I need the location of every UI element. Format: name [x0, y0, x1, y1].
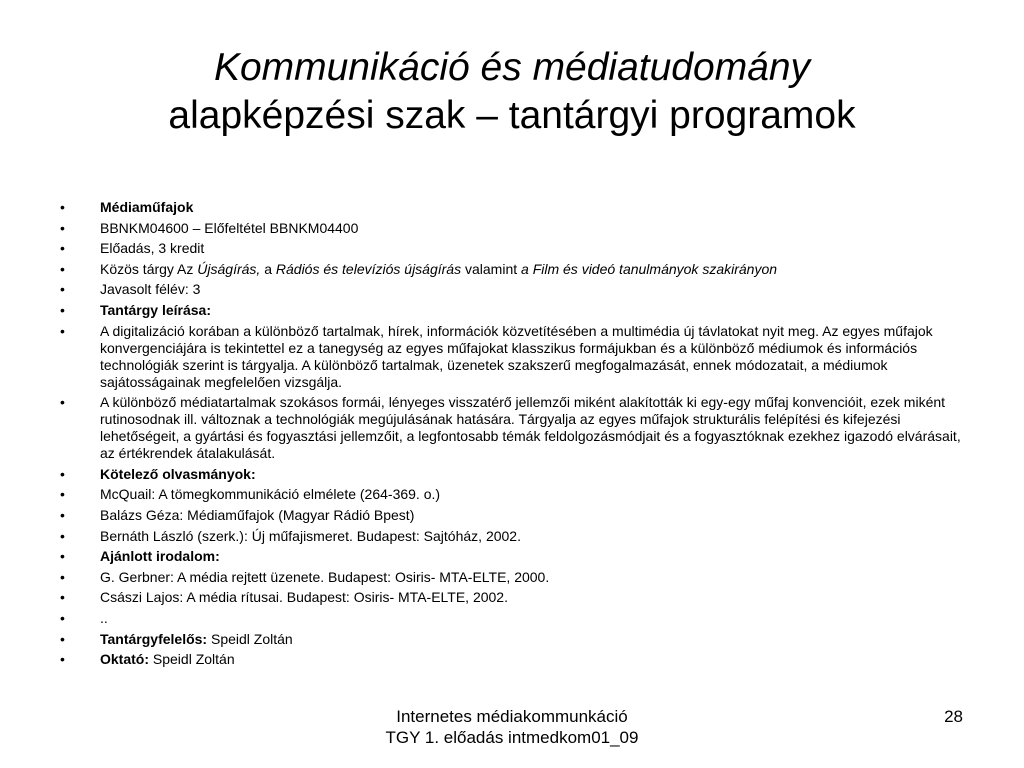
recommended-reading-heading: Ajánlott irodalom: — [100, 548, 220, 565]
list-item-teacher — [60, 651, 972, 668]
list-item-recommended-1 — [60, 569, 972, 586]
description-paragraph-2: A különböző médiatartalmak szokásos formái, lényeges visszatérő jellemzői miként alakították ki egy-egy műfaj konvencióit, ezek miként rutinosodnak ill. változnak a technológiák megújulásának hatására. Tárgyalja az egyes műfajok strukturális felépítési és kifejezési lehetőségeit, a gyártási és fogyasztási jellemzőit, a legfontosabb témák feldolgozásmódjait és a fogyasztóknak ezekhez igazodó elvárásait, az értékrendek átalakulását. — [100, 394, 961, 462]
bullet-icon: • — [60, 301, 65, 318]
slide-title-line-2: alapképzési szak – tantárgyi programok — [168, 94, 856, 137]
list-item-lecture — [60, 240, 972, 257]
bullet-icon: • — [60, 630, 65, 647]
common-subject-journalism: Újságírás, — [197, 260, 261, 277]
responsible-name: Speidl Zoltán — [207, 630, 293, 647]
bullet-icon: • — [60, 394, 65, 411]
slide-title-line-1: Kommunikáció és médiatudomány — [213, 46, 811, 89]
list-item-description-1 — [60, 323, 972, 391]
common-subject-connector-1: a — [260, 260, 276, 277]
bullet-icon: • — [60, 465, 65, 482]
teacher-name: Speidl Zoltán — [149, 651, 235, 668]
list-item-common-subject — [60, 261, 972, 278]
description-paragraph-1: A digitalizáció korában a különböző tartalmak, hírek, információk közvetítésében a multimédia új távlatokat nyit meg. Az egyes műfajok konvergenciájára is tekintettel ez a tanegység az egyes műfajokat klasszikus formájukban és a különböző médiumok és információs technológiák szerint is tárgyalja. A különböző tartalmak, üzenetek szakszerű megfogalmazását, ennek módozatait, a médiumok sajátosságainak megfelelően vizsgálja. — [100, 322, 933, 390]
bullet-icon: • — [60, 281, 65, 298]
lecture-credits: Előadás, 3 kredit — [100, 240, 205, 257]
common-subject-prefix: Közös tárgy Az — [100, 260, 198, 277]
list-item-semester — [60, 281, 972, 298]
list-item-description-heading — [60, 302, 972, 319]
bullet-icon: • — [60, 260, 65, 277]
bullet-icon: • — [60, 486, 65, 503]
ellipsis-text: .. — [100, 609, 108, 626]
list-item-recommended-2 — [60, 589, 972, 606]
slide-title — [0, 44, 1024, 140]
list-item-subject-name — [60, 199, 972, 216]
bullet-list — [60, 199, 972, 672]
description-heading: Tantárgy leírása: — [100, 301, 212, 318]
bullet-icon: • — [60, 506, 65, 523]
list-item-required-heading — [60, 466, 972, 483]
list-item-code — [60, 220, 972, 237]
list-item-recommended-heading — [60, 548, 972, 565]
list-item-required-1 — [60, 486, 972, 503]
common-subject-film: a Film és videó tanulmányok szakirányon — [521, 260, 778, 277]
subject-name: Médiaműfajok — [100, 199, 194, 215]
bullet-icon: • — [60, 609, 65, 626]
list-item-required-2 — [60, 507, 972, 524]
common-subject-connector-2: valamint — [461, 260, 522, 277]
bullet-icon: • — [60, 199, 65, 215]
required-reading-3: Bernáth László (szerk.): Új műfajismeret. Budapest: Sajtóház, 2002. — [100, 527, 521, 544]
recommended-semester: Javasolt félév: 3 — [100, 281, 201, 298]
page-number: 28 — [944, 707, 963, 726]
bullet-icon: • — [60, 322, 65, 339]
list-item-ellipsis — [60, 610, 972, 627]
required-reading-heading: Kötelező olvasmányok: — [100, 465, 256, 482]
footer-line-1: Internetes médiakommunkáció — [396, 707, 628, 726]
subject-code: BBNKM04600 – Előfeltétel BBNKM04400 — [100, 219, 359, 236]
bullet-icon: • — [60, 651, 65, 668]
bullet-icon: • — [60, 240, 65, 257]
recommended-reading-2: Császi Lajos: A média rítusai. Budapest: Osiris- MTA-ELTE, 2002. — [100, 589, 508, 606]
bullet-icon: • — [60, 589, 65, 606]
required-reading-1: McQuail: A tömegkommunikáció elmélete (264-369. o.) — [100, 486, 441, 503]
bullet-icon: • — [60, 548, 65, 565]
footer — [312, 706, 712, 748]
list-item-responsible — [60, 631, 972, 648]
footer-line-2: TGY 1. előadás intmedkom01_09 — [385, 728, 639, 747]
common-subject-broadcast: Rádiós és televíziós újságírás — [275, 260, 462, 277]
responsible-label: Tantárgyfelelős: — [100, 630, 208, 647]
bullet-icon: • — [60, 527, 65, 544]
bullet-icon: • — [60, 568, 65, 585]
recommended-reading-1: G. Gerbner: A média rejtett üzenete. Budapest: Osiris- MTA-ELTE, 2000. — [100, 568, 550, 585]
bullet-icon: • — [60, 219, 65, 236]
teacher-label: Oktató: — [100, 651, 149, 668]
list-item-description-2 — [60, 394, 972, 462]
list-item-required-3 — [60, 528, 972, 545]
required-reading-2: Balázs Géza: Médiaműfajok (Magyar Rádió Bpest) — [100, 506, 415, 523]
